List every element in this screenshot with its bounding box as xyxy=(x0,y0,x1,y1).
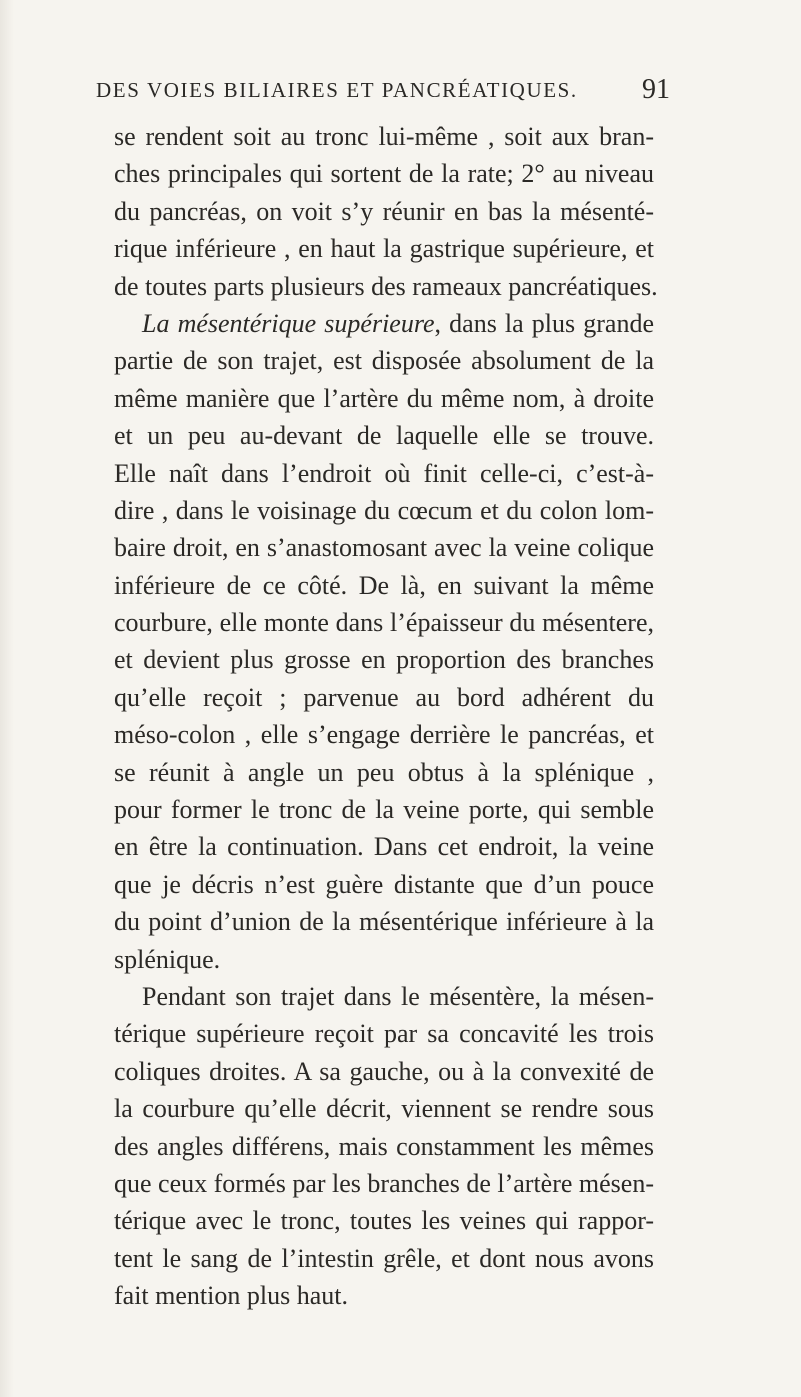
text-line: pour former le tronc de la veine porte, qui semble xyxy=(114,795,654,825)
text-fragment: , dans la plus grande xyxy=(434,308,654,338)
page-number: 91 xyxy=(642,74,670,105)
paragraph-end-line: splénique. xyxy=(114,944,221,974)
running-title: DES VOIES BILIAIRES ET PANCRÉATIQUES. xyxy=(96,78,578,102)
text-line: tent le sang de l’intestin grêle, et dont nous avons xyxy=(114,1243,654,1273)
text-line: inférieure de ce côté. De là, en suivant la même xyxy=(114,570,654,600)
running-head xyxy=(96,74,696,110)
text-line: que je décris n’est guère distante que d’un pouce xyxy=(114,869,654,899)
text-line: rique inférieure , en haut la gastrique supérieure, et xyxy=(114,234,654,264)
text-line: Elle naît dans l’endroit où finit celle-ci, c’est-à- xyxy=(114,458,654,488)
text-line: courbure, elle monte dans l’épaisseur du mésentere, xyxy=(114,608,654,638)
paragraph-start-line: Pendant son trajet dans le mésentère, la mésen- xyxy=(142,981,654,1011)
text-line: des angles différens, mais constamment les mêmes xyxy=(114,1131,654,1161)
page-gutter-shadow xyxy=(0,0,14,1397)
text-line: partie de son trajet, est disposée absolument de la xyxy=(114,346,654,376)
text-line: térique avec le tronc, toutes les veines qui rappor- xyxy=(114,1206,654,1236)
text-line: ches principales qui sortent de la rate; 2° au niveau xyxy=(114,159,654,189)
text-line: et devient plus grosse en proportion des branches xyxy=(114,645,654,675)
text-line: même manière que l’artère du même nom, à droite xyxy=(114,383,654,413)
text-line: se rendent soit au tronc lui-même , soit aux bran- xyxy=(114,122,654,151)
body-text xyxy=(114,118,658,1315)
text-line: baire droit, en s’anastomosant avec la veine colique xyxy=(114,533,654,563)
text-line: dire , dans le voisinage du cœcum et du colon lom- xyxy=(114,495,654,525)
text-line: en être la continuation. Dans cet endroit, la veine xyxy=(114,832,654,862)
text-line: de toutes parts plusieurs des rameaux pancréatiques. xyxy=(114,271,658,301)
paragraph-start-line xyxy=(114,305,654,342)
text-line: du point d’union de la mésentérique inférieure à la xyxy=(114,907,654,937)
text-line: térique supérieure reçoit par sa concavité les trois xyxy=(114,1019,654,1049)
text-line: du pancréas, on voit s’y réunir en bas la mésenté- xyxy=(114,196,654,226)
text-line: méso-colon , elle s’engage derrière le pancréas, et xyxy=(114,720,654,750)
text-line: qu’elle reçoit ; parvenue au bord adhérent du xyxy=(114,682,654,712)
text-line: que ceux formés par les branches de l’artère mésen- xyxy=(114,1168,654,1198)
text-line: coliques droites. A sa gauche, ou à la convexité de xyxy=(114,1056,654,1086)
paragraph-end-line: fait mention plus haut. xyxy=(114,1281,348,1311)
text-line: et un peu au-devant de laquelle elle se trouve. xyxy=(114,421,654,451)
text-line: la courbure qu’elle décrit, viennent se rendre sous xyxy=(114,1094,654,1124)
text-line: se réunit à angle un peu obtus à la splénique , xyxy=(114,757,654,787)
italic-term: La mésentérique supérieure xyxy=(142,308,435,338)
